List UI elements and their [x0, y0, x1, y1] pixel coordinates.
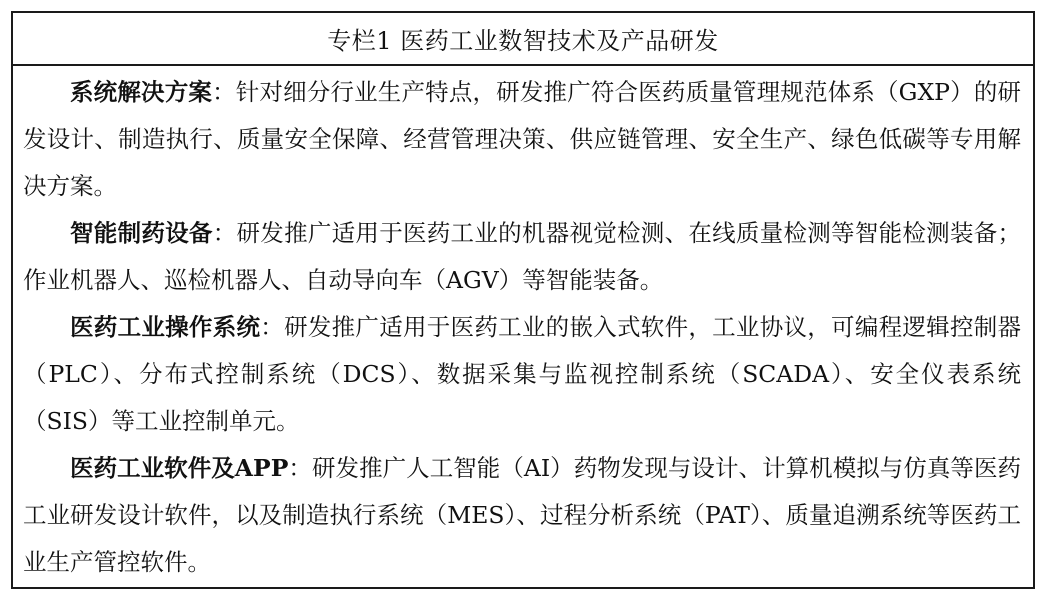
- section-lead: 系统解决方案: [70, 78, 213, 106]
- section-separator: ：: [212, 78, 236, 106]
- section-paragraph: [23, 445, 1021, 586]
- section-lead: 医药工业操作系统: [70, 313, 261, 341]
- section-paragraph: [23, 304, 1021, 445]
- section-text: 针对细分行业生产特点，研发推广符合医药质量管理规范体系（GXP）的研发设计、制造执行、质量安全保障、经营管理决策、供应链管理、安全生产、绿色低碳等专用解决方案。: [23, 78, 1022, 200]
- box-title-text: 专栏1 医药工业数智技术及产品研发: [327, 27, 719, 55]
- section-separator: ：: [288, 454, 312, 482]
- section-text: 研发推广适用于医药工业的嵌入式软件，工业协议，可编程逻辑控制器（PLC）、分布式控制系统（DCS）、数据采集与监视控制系统（SCADA）、安全仪表系统（SIS）等工业控制单元。: [23, 313, 1022, 435]
- section-text: 研发推广适用于医药工业的机器视觉检测、在线质量检测等智能检测装备；作业机器人、巡检机器人、自动导向车（AGV）等智能装备。: [23, 219, 1022, 294]
- box-title: [13, 13, 1033, 66]
- feature-box: [11, 11, 1035, 589]
- section-separator: ：: [260, 313, 285, 341]
- section-paragraph: [23, 210, 1021, 304]
- section-text: 研发推广人工智能（AI）药物发现与设计、计算机模拟与仿真等医药工业研发设计软件，以及制造执行系统（MES）、过程分析系统（PAT）、质量追溯系统等医药工业生产管控软件。: [23, 454, 1022, 576]
- box-content: [13, 66, 1033, 586]
- section-separator: ：: [212, 219, 237, 247]
- section-paragraph: [23, 69, 1021, 210]
- section-lead: 医药工业软件及APP: [70, 454, 289, 482]
- section-lead: 智能制药设备: [70, 219, 213, 247]
